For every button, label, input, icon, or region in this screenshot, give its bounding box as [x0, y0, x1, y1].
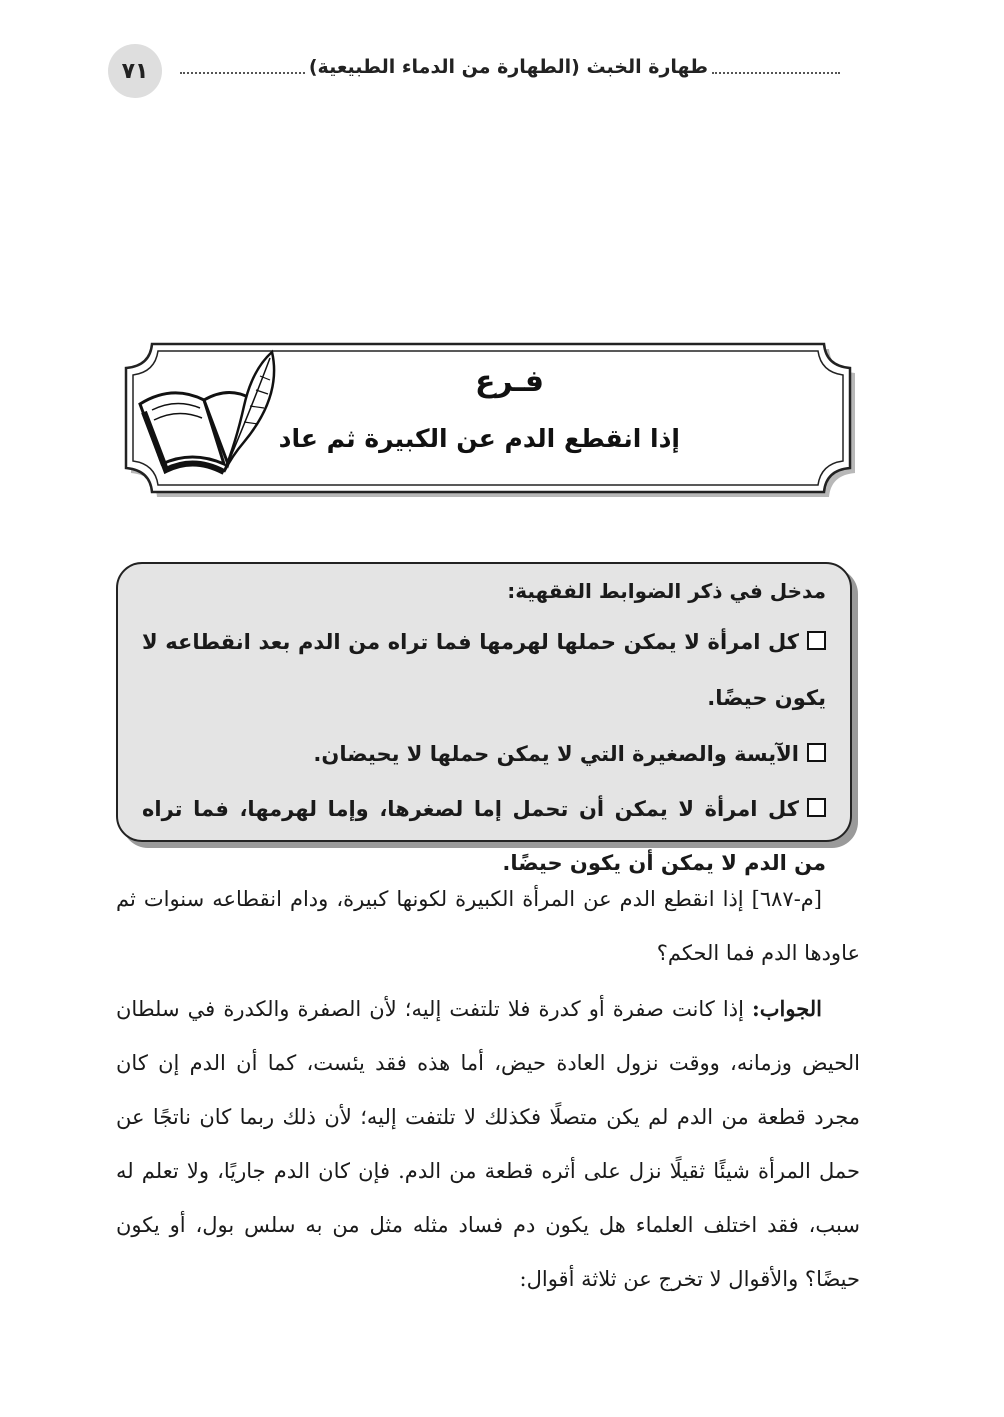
checkbox-icon [807, 631, 826, 650]
rule-text: الآيسة والصغيرة التي لا يمكن حملها لا يحيضان. [313, 742, 799, 766]
checkbox-icon [807, 798, 826, 817]
running-title: طهارة الخبث (الطهارة من الدماء الطبيعية) [308, 56, 708, 78]
rule-text: كل امرأة لا يمكن حملها لهرمها فما تراه من الدم بعد انقطاعه لا يكون حيضًا. [142, 630, 826, 710]
header-leader-dots-right [712, 72, 840, 74]
rule-text: كل امرأة لا يمكن أن تحمل إما لصغرها، وإما لهرمها، فما تراه من الدم لا يمكن أن يكون حيضًا. [142, 797, 826, 875]
checkbox-icon [807, 743, 826, 762]
page-number: ٧١ [108, 44, 162, 98]
body-text [116, 872, 860, 1308]
section-title-banner [116, 338, 860, 498]
section-subtitle: إذا انقطع الدم عن الكبيرة ثم عاد [278, 424, 680, 453]
book-and-quill-icon [132, 346, 282, 476]
rule-item [142, 726, 826, 782]
jurisprudence-rules-box [116, 562, 852, 875]
rule-item [142, 614, 826, 726]
question-paragraph: [م-٦٨٧] إذا انقطع الدم عن المرأة الكبيرة لكونها كبيرة، ودام انقطاعه سنوات ثم عاودها الدم فما الحكم؟ [116, 887, 860, 965]
answer-text: إذا كانت صفرة أو كدرة فلا تلتفت إليه؛ لأن الصفرة والكدرة في سلطان الحيض وزمانه، ووقت نزول العادة حيض، أما هذه فقد يئست، كما أن الدم إن كان مجرد قطعة من الدم لم يكن متصلًا فكذلك لا تلتفت إليه؛ لأن ذلك ربما كان ناتجًا عن حمل المرأة شيئًا ثقيلًا نزل على أثره قطعة من الدم. فإن كان الدم جاريًا، ولا تعلم له سبب، فقد اختلف العلماء هل يكون دم فساد مثله مثل من به سلس بول، أو يكون حيضًا؟ والأقوال لا تخرج عن ثلاثة أقوال: [116, 997, 860, 1291]
header-leader-dots-left [180, 72, 305, 74]
answer-label: الجواب: [752, 996, 822, 1021]
rules-heading: مدخل في ذكر الضوابط الفقهية: [507, 579, 826, 603]
running-header [176, 56, 844, 78]
answer-paragraph [116, 982, 860, 1306]
section-title: فـرع [474, 364, 544, 399]
